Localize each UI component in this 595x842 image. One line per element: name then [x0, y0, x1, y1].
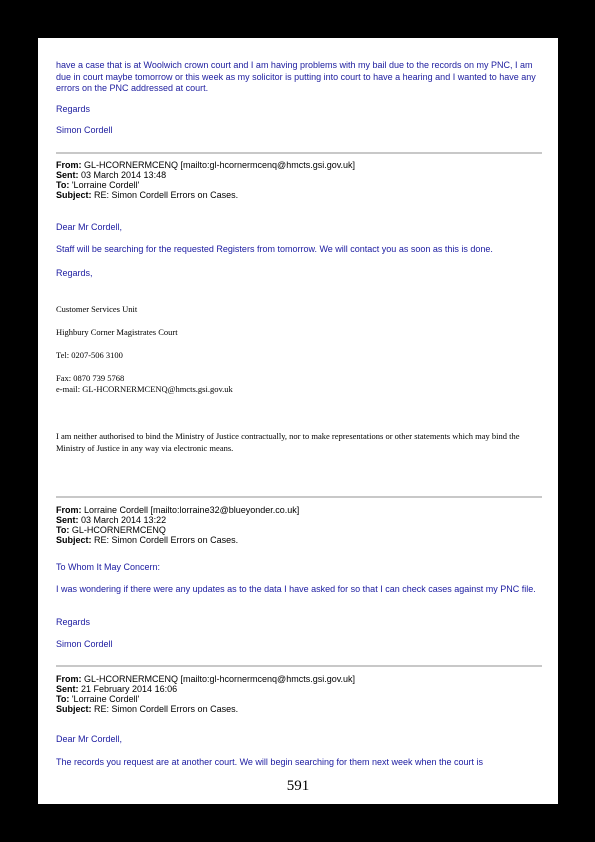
email3-from: GL-HCORNERMCENQ [mailto:gl-hcornermcenq@hmcts.gsi.gov.uk] [84, 674, 356, 684]
email2-body: I was wondering if there were any updates as to the data I have asked for so that I can check cases against my PNC file. [56, 584, 536, 594]
email1-subject: RE: Simon Cordell Errors on Cases. [94, 190, 239, 200]
email2-subject: RE: Simon Cordell Errors on Cases. [94, 535, 239, 545]
intro-regards: Regards [56, 104, 91, 114]
email1-email: e-mail: GL-HCORNERMCENQ@hmcts.gsi.gov.uk [56, 384, 233, 394]
email1-unit: Customer Services Unit [56, 304, 138, 314]
email1-greeting: Dear Mr Cordell, [56, 222, 123, 232]
email-divider [56, 665, 542, 667]
email1-header: From: GL-HCORNERMCENQ [mailto:gl-hcornermcenq@hmcts.gsi.gov.uk] Sent: 03 March 2014 13:48 To: 'Lorraine Cordell' Subject: RE: Simon Cordell Errors on Cases. [56, 160, 356, 200]
email1-regards: Regards, [56, 268, 93, 278]
email1-from: GL-HCORNERMCENQ [mailto:gl-hcornermcenq@hmcts.gsi.gov.uk] [84, 160, 356, 170]
email-divider [56, 152, 542, 154]
email1-disclaimer: I am neither authorised to bind the Ministry of Justice contractually, nor to make representations or other statements which may bind the Ministry of Justice in any way via electronic means. [56, 431, 520, 453]
email3-body: The records you request are at another court. We will begin searching for them next week when the court is [56, 757, 484, 767]
intro-signature: Simon Cordell [56, 125, 113, 135]
email2-from: Lorraine Cordell [mailto:lorraine32@blueyonder.co.uk] [84, 505, 300, 515]
email2-header: From: Lorraine Cordell [mailto:lorraine32@blueyonder.co.uk] Sent: 03 March 2014 13:22 To: GL-HCORNERMCENQ Subject: RE: Simon Cordell Errors on Cases. [56, 505, 300, 545]
email3-to: 'Lorraine Cordell' [71, 694, 140, 704]
email3-greeting: Dear Mr Cordell, [56, 734, 123, 744]
email2-to: GL-HCORNERMCENQ [71, 525, 166, 535]
email1-to: 'Lorraine Cordell' [71, 180, 140, 190]
email2-signature: Simon Cordell [56, 639, 113, 649]
email1-sent: 03 March 2014 13:48 [81, 170, 167, 180]
email1-court: Highbury Corner Magistrates Court [56, 327, 178, 337]
email2-sent: 03 March 2014 13:22 [81, 515, 167, 525]
email3-subject: RE: Simon Cordell Errors on Cases. [94, 704, 239, 714]
email1-tel: Tel: 0207-506 3100 [56, 350, 123, 360]
document-page [38, 38, 558, 804]
email1-fax: Fax: 0870 739 5768 [56, 373, 125, 383]
email2-greeting: To Whom It May Concern: [56, 562, 161, 572]
email2-regards: Regards [56, 617, 91, 627]
email-divider [56, 496, 542, 498]
intro-paragraph: have a case that is at Woolwich crown court and I am having problems with my bail due to the records on my PNC, I am due in court maybe tomorrow or this week as my solicitor is putting into court to have a hearing and I wanted to have any errors on the PNC addressed at court. [56, 60, 536, 93]
email3-sent: 21 February 2014 16:06 [81, 684, 178, 694]
page-number: 591 [286, 778, 310, 794]
email1-body: Staff will be searching for the requested Registers from tomorrow. We will contact you as soon as this is done. [56, 244, 493, 254]
email3-header: From: GL-HCORNERMCENQ [mailto:gl-hcornermcenq@hmcts.gsi.gov.uk] Sent: 21 February 2014 16:06 To: 'Lorraine Cordell' Subject: RE: Simon Cordell Errors on Cases. [56, 674, 356, 714]
